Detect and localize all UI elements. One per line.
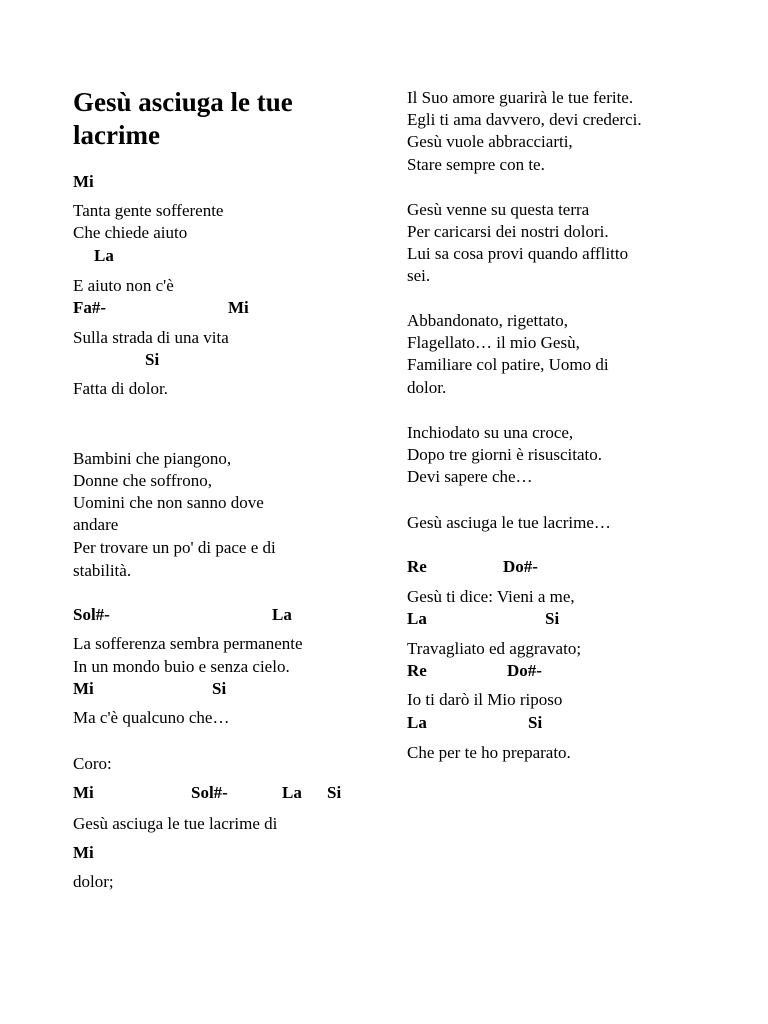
lyric-line: stabilità. <box>73 561 132 580</box>
chord: Si <box>327 783 342 802</box>
chord: Sol#- <box>73 605 110 624</box>
lyric-line: Egli ti ama davvero, devi crederci. <box>407 110 642 129</box>
lyric-line: Abbandonato, rigettato, <box>407 311 568 330</box>
chord: Mi <box>73 172 94 191</box>
chord: Si <box>212 679 227 698</box>
chord: Si <box>545 609 560 628</box>
chord: Mi <box>73 783 94 802</box>
chord: La <box>407 609 427 628</box>
chord: Mi <box>73 679 94 698</box>
lyric-line: Che per te ho preparato. <box>407 743 571 762</box>
lyric-line: dolor; <box>73 872 114 891</box>
chord: Mi <box>228 298 249 317</box>
lyric-line: Dopo tre giorni è risuscitato. <box>407 445 602 464</box>
lyric-line: andare <box>73 515 119 534</box>
chord: La <box>94 246 114 265</box>
chord: Sol#- <box>191 783 228 802</box>
lyric-line: Sulla strada di una vita <box>73 328 229 347</box>
chord: Si <box>528 713 543 732</box>
chord: La <box>272 605 292 624</box>
lyric-line: Gesù venne su questa terra <box>407 200 590 219</box>
lyric-line: Donne che soffrono, <box>73 471 212 490</box>
lyric-line: sei. <box>407 266 431 285</box>
chord: La <box>407 713 427 732</box>
chord: Do#- <box>503 557 538 576</box>
lyric-line: Inchiodato su una croce, <box>407 423 574 442</box>
chord: Mi <box>73 843 94 862</box>
lyric-line: Flagellato… il mio Gesù, <box>407 333 580 352</box>
lyric-line: Che chiede aiuto <box>73 223 188 242</box>
lyric-line: Uomini che non sanno dove <box>73 493 264 512</box>
chord: Fa#- <box>73 298 107 317</box>
lyric-line: Per caricarsi dei nostri dolori. <box>407 222 609 241</box>
lyric-line: dolor. <box>407 378 447 397</box>
lyric-line: Ma c'è qualcuno che… <box>73 708 230 727</box>
chorus-label: Coro: <box>73 754 112 773</box>
lyric-line: Fatta di dolor. <box>73 379 168 398</box>
lyric-line: Il Suo amore guarirà le tue ferite. <box>407 88 634 107</box>
song-title: Gesù asciuga le tue lacrime <box>73 87 293 150</box>
chord: Si <box>145 350 160 369</box>
chord: Do#- <box>507 661 542 680</box>
lyric-line: Gesù asciuga le tue lacrime… <box>407 513 611 532</box>
chord: Re <box>407 661 427 680</box>
lyric-line: Devi sapere che… <box>407 467 533 486</box>
lyric-line: Gesù asciuga le tue lacrime di <box>73 814 278 833</box>
chord: Re <box>407 557 427 576</box>
chord: La <box>282 783 302 802</box>
lyric-line: Bambini che piangono, <box>73 449 232 468</box>
lyric-line: Gesù vuole abbracciarti, <box>407 132 573 151</box>
lyric-line: Lui sa cosa provi quando afflitto <box>407 244 629 263</box>
lyric-line: Per trovare un po' di pace e di <box>73 538 276 557</box>
lyric-line: Io ti darò il Mio riposo <box>407 690 563 709</box>
lyric-line: La sofferenza sembra permanente <box>73 634 303 653</box>
lyric-line: Tanta gente sofferente <box>73 201 224 220</box>
lyric-line: Gesù ti dice: Vieni a me, <box>407 587 575 606</box>
lyric-line: In un mondo buio e senza cielo. <box>73 657 290 676</box>
lyric-line: Stare sempre con te. <box>407 155 545 174</box>
lyric-line: Familiare col patire, Uomo di <box>407 355 609 374</box>
lyric-line: E aiuto non c'è <box>73 276 174 295</box>
lyric-line: Travagliato ed aggravato; <box>407 639 582 658</box>
